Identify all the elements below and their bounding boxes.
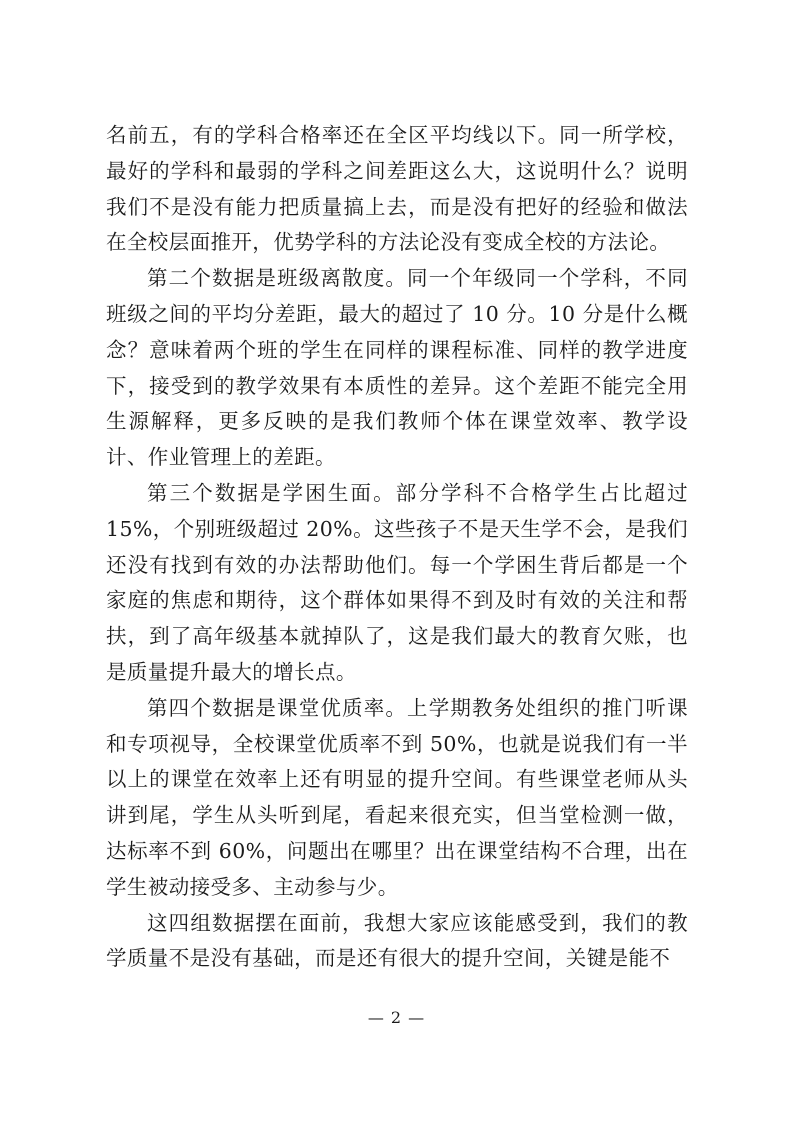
- page-number: — 2 —: [367, 1008, 426, 1027]
- paragraph-class-dispersion: 第二个数据是班级离散度。同一个年级同一个学科，不同班级之间的平均分差距，最大的超过了 10 分。10 分是什么概念？意味着两个班的学生在同样的课程标准、同样的教学进度下，接受到的教学效果有本质性的差异。这个差距不能完全用生源解释，更多反映的是我们教师个体在课堂效率、教学设计、作业管理上的差距。: [106, 266, 688, 470]
- paragraph-continued: 名前五，有的学科合格率还在全区平均线以下。同一所学校，最好的学科和最弱的学科之间差距这么大，这说明什么？说明我们不是没有能力把质量搞上去，而是没有把好的经验和做法在全校层面推开，优势学科的方法论没有变成全校的方法论。: [106, 123, 688, 255]
- paragraph-struggling-students: 第三个数据是学困生面。部分学科不合格学生占比超过 15%，个别班级超过 20%。这些孩子不是天生学不会，是我们还没有找到有效的办法帮助他们。每一个学困生背后都是一个家庭的焦虑和期待，这个群体如果得不到及时有效的关注和帮扶，到了高年级基本就掉队了，这是我们最大的教育欠账，也是质量提升最大的增长点。: [106, 480, 688, 684]
- paragraph-classroom-quality: 第四个数据是课堂优质率。上学期教务处组织的推门听课和专项视导，全校课堂优质率不到 50%，也就是说我们有一半以上的课堂在效率上还有明显的提升空间。有些课堂老师从头讲到尾，学生从头听到尾，看起来很充实，但当堂检测一做，达标率不到 60%，问题出在哪里？出在课堂结构不合理，出在学生被动接受多、主动参与少。: [106, 695, 688, 899]
- document-body: [106, 118, 688, 977]
- paragraph-summary: 这四组数据摆在面前，我想大家应该能感受到，我们的教学质量不是没有基础，而是还有很大的提升空间，关键是能不: [106, 910, 688, 971]
